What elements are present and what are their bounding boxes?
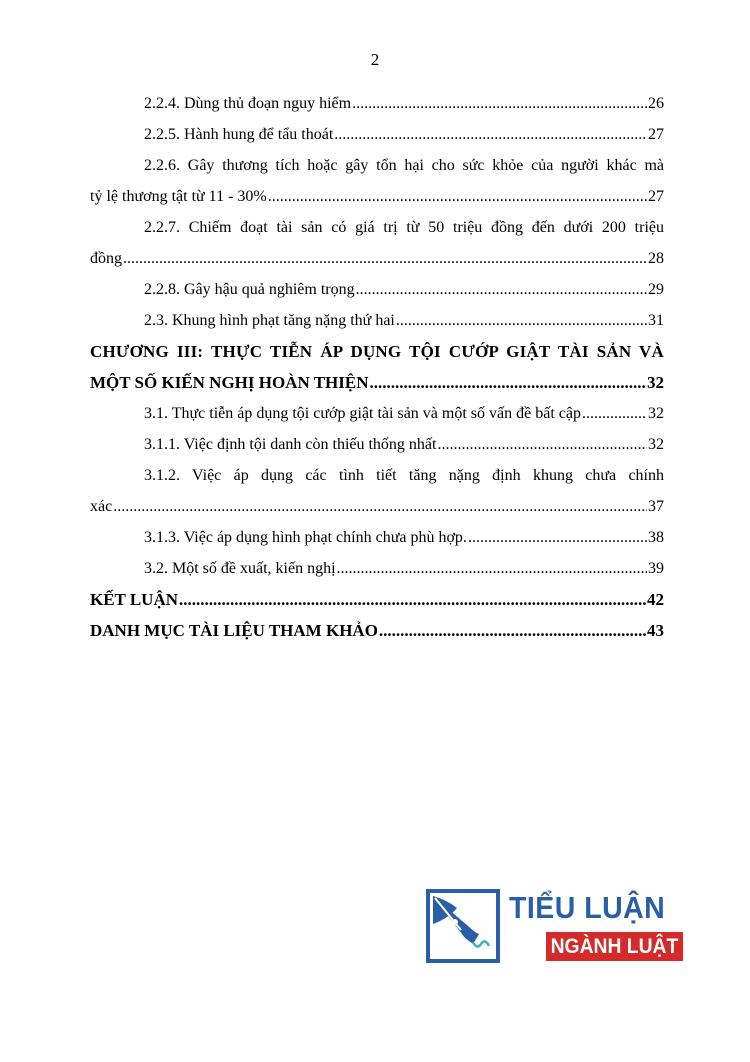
- toc-entry-text-line2: đồng: [90, 250, 122, 267]
- toc-entry-text-line1: 3.1.2. Việc áp dụng các tình tiết tăng nặng định khung chưa chính: [144, 467, 664, 484]
- table-of-contents: [90, 88, 664, 646]
- toc-entry-text: 3.1.1. Việc định tội danh còn thiếu thống nhất: [144, 436, 437, 453]
- toc-page-number: 27: [648, 188, 664, 205]
- toc-references-title: DANH MỤC TÀI LIỆU THAM KHẢO: [90, 621, 378, 640]
- toc-page-number: 37: [648, 498, 664, 515]
- toc-entry-3-2[interactable]: [90, 553, 664, 584]
- toc-conclusion-title: KẾT LUẬN: [90, 590, 179, 609]
- dot-leader: [582, 398, 647, 429]
- toc-page-number: 43: [647, 621, 664, 640]
- toc-entry-2-2-8[interactable]: [90, 274, 664, 305]
- logo-title: TIỂU LUẬN: [509, 890, 666, 925]
- dot-leader: [437, 429, 647, 460]
- toc-entry-2-3[interactable]: [90, 305, 664, 336]
- toc-entry-2-2-4[interactable]: [90, 88, 664, 119]
- toc-entry-text: 3.2. Một số đề xuất, kiến nghị: [144, 560, 336, 577]
- dot-leader: [396, 305, 647, 336]
- dot-leader: [468, 522, 647, 553]
- toc-entry-3-1-2[interactable]: [90, 460, 664, 522]
- dot-leader: [179, 584, 646, 615]
- toc-entry-text: 2.3. Khung hình phạt tăng nặng thứ hai: [144, 312, 395, 329]
- toc-entry-text: 2.2.8. Gây hậu quả nghiêm trọng: [144, 281, 355, 298]
- toc-entry-text-line2: xác: [90, 498, 113, 515]
- logo-subtitle: NGÀNH LUẬT: [546, 932, 683, 961]
- dot-leader: [268, 181, 647, 212]
- page-number: 2: [370, 50, 380, 69]
- toc-page-number: 42: [647, 590, 664, 609]
- dot-leader: [379, 615, 646, 646]
- toc-entry-3-1-3[interactable]: [90, 522, 664, 553]
- toc-entry-2-2-7[interactable]: [90, 212, 664, 274]
- dot-leader: [352, 88, 647, 119]
- toc-page-number: 28: [648, 250, 664, 267]
- toc-page-number: 38: [648, 529, 664, 546]
- toc-entry-text: 3.1. Thực tiễn áp dụng tội cướp giật tài sản và một số vấn đề bất cập: [144, 405, 581, 422]
- dot-leader: [356, 274, 647, 305]
- toc-entry-3-1[interactable]: [90, 398, 664, 429]
- pen-nib-icon: [425, 888, 501, 964]
- tieu-luan-nganh-luat-logo: [425, 888, 679, 966]
- dot-leader: [337, 553, 647, 584]
- toc-entry-text-line1: 2.2.6. Gây thương tích hoặc gây tổn hại cho sức khỏe của người khác mà: [144, 157, 664, 174]
- dot-leader: [123, 243, 647, 274]
- toc-page-number: 29: [648, 281, 664, 298]
- toc-entry-2-2-5[interactable]: [90, 119, 664, 150]
- toc-entry-text-line1: 2.2.7. Chiếm đoạt tài sản có giá trị từ 50 triệu đồng đến dưới 200 triệu: [144, 219, 664, 236]
- toc-entry-2-2-6[interactable]: [90, 150, 664, 212]
- toc-page-number: 32: [648, 405, 664, 422]
- toc-entry-text: 2.2.5. Hành hung để tẩu thoát: [144, 126, 334, 143]
- toc-chapter-title-line2: MỘT SỐ KIẾN NGHỊ HOÀN THIỆN: [90, 373, 369, 392]
- toc-references[interactable]: [90, 615, 664, 646]
- toc-chapter-title-line1: CHƯƠNG III: THỰC TIỄN ÁP DỤNG TỘI CƯỚP GIẬT TÀI SẢN VÀ: [90, 342, 664, 361]
- toc-chapter-3[interactable]: [90, 336, 664, 398]
- dot-leader: [113, 491, 647, 522]
- toc-page-number: 26: [648, 95, 664, 112]
- toc-page-number: 31: [648, 312, 664, 329]
- toc-page-number: 32: [648, 436, 664, 453]
- toc-page-number: 32: [647, 373, 664, 392]
- dot-leader: [370, 367, 646, 398]
- dot-leader: [334, 119, 647, 150]
- toc-entry-text: 2.2.4. Dùng thủ đoạn nguy hiểm: [144, 95, 352, 112]
- toc-page-number: 27: [648, 126, 664, 143]
- toc-conclusion[interactable]: [90, 584, 664, 615]
- toc-entry-text: 3.1.3. Việc áp dụng hình phạt chính chưa phù hợp.: [144, 529, 467, 546]
- toc-entry-text-line2: tỷ lệ thương tật từ 11 - 30%: [90, 188, 267, 205]
- toc-page-number: 39: [648, 560, 664, 577]
- toc-entry-3-1-1[interactable]: [90, 429, 664, 460]
